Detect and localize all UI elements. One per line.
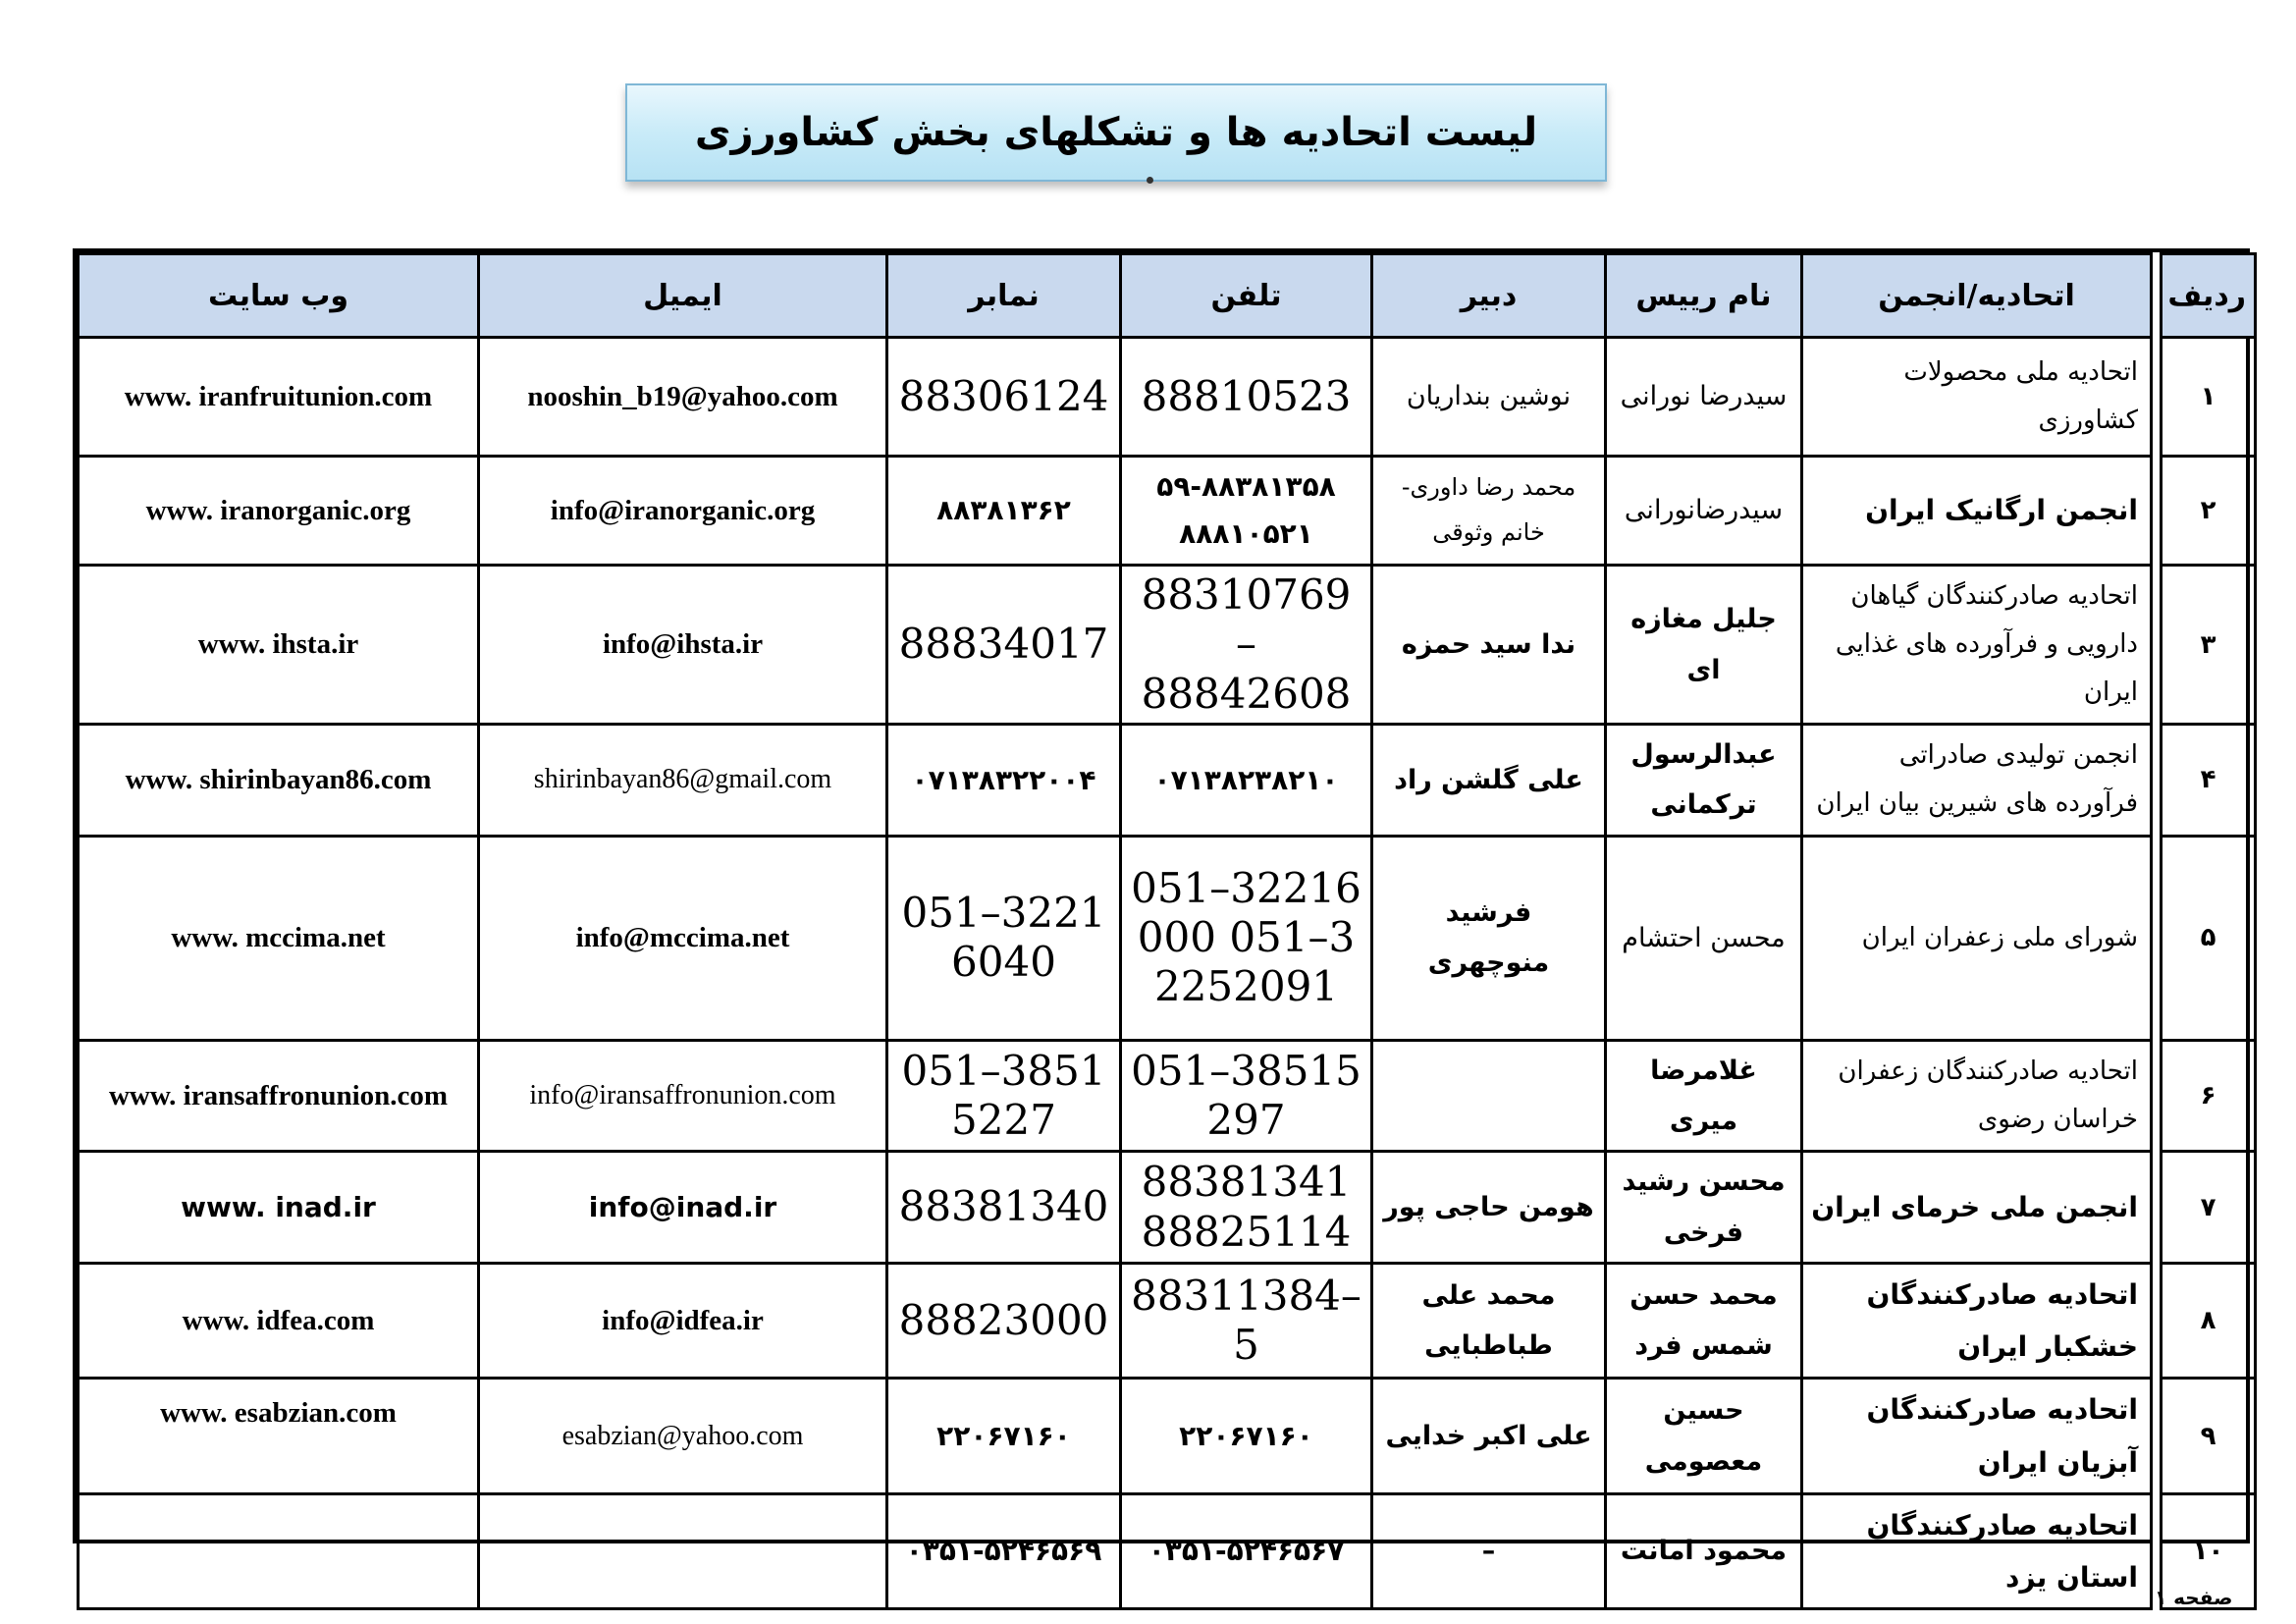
table-row: [79, 457, 2256, 566]
email-link[interactable]: info@ihsta.ir: [479, 566, 887, 725]
president-name: عبدالرسول ترکمانی: [1606, 725, 1802, 837]
fax-cell: 88834017: [887, 566, 1121, 725]
website-link[interactable]: www. ihsta.ir: [79, 566, 479, 725]
table-row: [79, 836, 2256, 1040]
union-name: شورای ملی زعفران ایران: [1802, 836, 2152, 1040]
phone-cell: 88311384–5: [1121, 1263, 1372, 1378]
fax-cell: 051–38515227: [887, 1040, 1121, 1152]
header-email: ایمیل: [479, 254, 887, 338]
email-link[interactable]: info@mccima.net: [479, 836, 887, 1040]
union-name: اتحادیه صادرکنندگان خشکبار ایران: [1802, 1263, 2152, 1378]
row-index: ۶: [2162, 1040, 2256, 1152]
president-name: محسن احتشام: [1606, 836, 1802, 1040]
secretary-name: [1372, 1040, 1606, 1152]
row-index: ۲: [2162, 457, 2256, 566]
union-name: اتحادیه صادرکنندگان آبزیان ایران: [1802, 1379, 2152, 1493]
row-index: ۷: [2162, 1152, 2256, 1264]
union-name: اتحادیه صادرکنندگان زعفران خراسان رضوی: [1802, 1040, 2152, 1152]
president-name: سیدرضا نورانی: [1606, 338, 1802, 457]
phone-cell: ۰۷۱۳۸۲۳۸۲۱۰: [1121, 725, 1372, 837]
fax-cell: 88306124: [887, 338, 1121, 457]
header-radif: ردیف: [2162, 254, 2256, 338]
fax-cell: ۲۲۰۶۷۱۶۰: [887, 1379, 1121, 1493]
website-link[interactable]: www. mccima.net: [79, 836, 479, 1040]
table-row: [79, 1379, 2256, 1493]
secretary-name: علی گلشن راد: [1372, 725, 1606, 837]
email-link[interactable]: esabzian@yahoo.com: [479, 1379, 887, 1493]
header-union: اتحادیه/انجمن: [1802, 254, 2152, 338]
president-name: حسین معصومی: [1606, 1379, 1802, 1493]
header-fax: نمابر: [887, 254, 1121, 338]
phone-cell: 051–38515297: [1121, 1040, 1372, 1152]
fax-cell: 88381340: [887, 1152, 1121, 1264]
row-index: ۱: [2162, 338, 2256, 457]
row-index: ۸: [2162, 1263, 2256, 1378]
row-index: ۱۰: [2162, 1493, 2256, 1608]
unions-table: [73, 248, 2250, 1594]
table-row: [79, 725, 2256, 837]
title-banner: [625, 83, 1607, 182]
title-dot: [1147, 177, 1153, 184]
email-link[interactable]: info@iransaffronunion.com: [479, 1040, 887, 1152]
website-link[interactable]: www. iranfruitunion.com: [79, 338, 479, 457]
website-link[interactable]: www. shirinbayan86.com: [79, 725, 479, 837]
union-name: انجمن ارگانیک ایران: [1802, 457, 2152, 566]
secretary-name: –: [1372, 1493, 1606, 1608]
secretary-name: علی اکبر خدایی: [1372, 1379, 1606, 1493]
fax-cell: ۰۳۵۱-۵۲۴۶۵۶۹: [887, 1493, 1121, 1608]
union-name: انجمن ملی خرمای ایران: [1802, 1152, 2152, 1264]
union-name: اتحادیه ملی محصولات کشاورزی: [1802, 338, 2152, 457]
header-president: نام رییس: [1606, 254, 1802, 338]
table-row: [79, 566, 2256, 725]
president-name: سیدرضانورانی: [1606, 457, 1802, 566]
website-link[interactable]: www. inad.ir: [79, 1152, 479, 1264]
table-row: [79, 1152, 2256, 1264]
union-name: انجمن تولیدی صادراتی فرآورده های شیرین بیان ایران: [1802, 725, 2152, 837]
row-index: ۴: [2162, 725, 2256, 837]
website-link[interactable]: www. esabzian.com: [79, 1379, 479, 1493]
phone-cell: ۵۹-۸۸۳۸۱۳۵۸ ۸۸۸۱۰۵۲۱: [1121, 457, 1372, 566]
page-number: صفحه ۱: [2155, 1586, 2233, 1609]
email-link[interactable]: info@iranorganic.org: [479, 457, 887, 566]
header-secretary: دبیر: [1372, 254, 1606, 338]
secretary-name: هومن حاجی پور: [1372, 1152, 1606, 1264]
fax-cell: 88823000: [887, 1263, 1121, 1378]
email-link[interactable]: info@inad.ir: [479, 1152, 887, 1264]
phone-cell: 88381341 88825114: [1121, 1152, 1372, 1264]
secretary-name: فرشید منوچهری: [1372, 836, 1606, 1040]
phone-cell: 88310769 – 88842608: [1121, 566, 1372, 725]
table-row: [79, 338, 2256, 457]
page-title: لیست اتحادیه ها و تشکلهای بخش کشاورزی: [694, 110, 1538, 155]
phone-cell: ۰۳۵۱-۵۲۴۶۵۶۷: [1121, 1493, 1372, 1608]
union-name: اتحادیه صادرکنندگان گیاهان دارویی و فرآورده های غذایی ایران: [1802, 566, 2152, 725]
header-gap: [2152, 254, 2162, 338]
table-row: [79, 1040, 2256, 1152]
email-link[interactable]: nooshin_b19@yahoo.com: [479, 338, 887, 457]
website-link[interactable]: www. idfea.com: [79, 1263, 479, 1378]
secretary-name: نوشین بنداریان: [1372, 338, 1606, 457]
fax-cell: 051–32216040: [887, 836, 1121, 1040]
president-name: محمد حسن شمس فرد: [1606, 1263, 1802, 1378]
president-name: محسن رشید فرخی: [1606, 1152, 1802, 1264]
president-name: غلامرضا میری: [1606, 1040, 1802, 1152]
fax-cell: ۰۷۱۳۸۳۲۲۰۰۴: [887, 725, 1121, 837]
header-website: وب سایت: [79, 254, 479, 338]
email-link[interactable]: info@idfea.ir: [479, 1263, 887, 1378]
union-name: اتحادیه صادرکنندگان استان یزد: [1802, 1493, 2152, 1608]
phone-cell: 88810523: [1121, 338, 1372, 457]
phone-cell: ۲۲۰۶۷۱۶۰: [1121, 1379, 1372, 1493]
website-link[interactable]: www. iranorganic.org: [79, 457, 479, 566]
secretary-name: محمد رضا داوری- خانم وثوقی: [1372, 457, 1606, 566]
website-link[interactable]: www. iransaffronunion.com: [79, 1040, 479, 1152]
email-link[interactable]: shirinbayan86@gmail.com: [479, 725, 887, 837]
president-name: جلیل مغازه ای: [1606, 566, 1802, 725]
row-index: ۳: [2162, 566, 2256, 725]
header-phone: تلفن: [1121, 254, 1372, 338]
table-row: [79, 1263, 2256, 1378]
row-index: ۵: [2162, 836, 2256, 1040]
secretary-name: ندا سید حمزه: [1372, 566, 1606, 725]
president-name: محمود امانت: [1606, 1493, 1802, 1608]
table-row: [79, 1493, 2256, 1608]
row-index: ۹: [2162, 1379, 2256, 1493]
email-link[interactable]: [479, 1493, 887, 1608]
fax-cell: ۸۸۳۸۱۳۶۲: [887, 457, 1121, 566]
secretary-name: محمد علی طباطبایی: [1372, 1263, 1606, 1378]
phone-cell: 051–32216000 051–32252091: [1121, 836, 1372, 1040]
website-link[interactable]: [79, 1493, 479, 1608]
header-row: [79, 254, 2256, 338]
